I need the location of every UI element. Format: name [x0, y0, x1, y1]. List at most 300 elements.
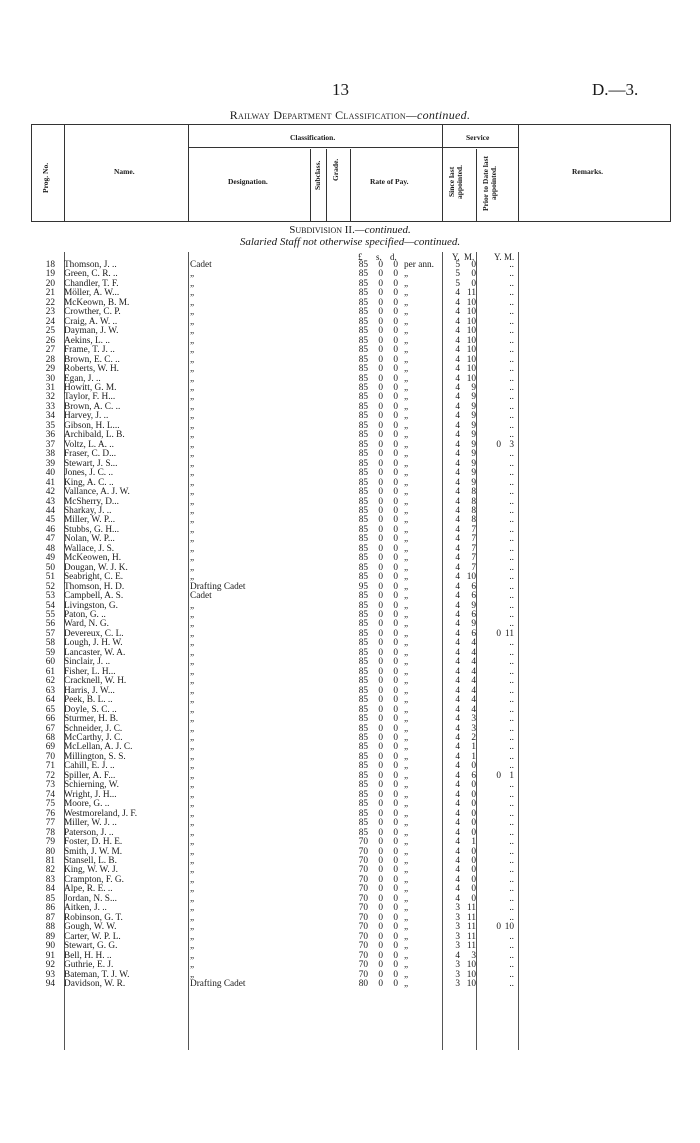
pay-pounds: 85	[358, 260, 368, 270]
pay-shillings: 0	[378, 307, 383, 318]
pay-period: „	[404, 505, 409, 516]
designation: „	[190, 941, 195, 952]
service-years: 4	[455, 316, 460, 327]
prior-months: ..	[509, 477, 514, 488]
row-number: 21	[45, 288, 55, 299]
staff-name: Thomson, J. ..	[64, 260, 117, 270]
pay-period: „	[404, 449, 409, 460]
pay-pounds: 85	[358, 420, 368, 431]
prior-months: ..	[509, 382, 514, 393]
prior-months: ..	[509, 818, 514, 829]
staff-name: Wallace, J. S.	[64, 543, 115, 554]
service-years: 4	[455, 789, 460, 800]
prior-months: ..	[509, 505, 514, 516]
header-prog-no: Prog. No.	[41, 162, 50, 194]
pay-pence: 0	[393, 581, 398, 592]
prior-months: ..	[509, 600, 514, 611]
designation: „	[190, 647, 195, 658]
pay-shillings: 0	[378, 562, 383, 573]
prior-years: 0	[496, 922, 501, 933]
table-row	[0, 980, 700, 989]
service-months: 4	[471, 657, 476, 668]
staff-name: Devereux, C. L.	[64, 628, 124, 639]
prior-months: ..	[509, 893, 514, 904]
service-months: 0	[471, 269, 476, 280]
pay-pence: 0	[393, 477, 398, 488]
unit-month-prior: M.	[504, 252, 515, 262]
prior-months: ..	[509, 496, 514, 507]
pay-pence: 0	[393, 676, 398, 687]
service-years: 4	[455, 742, 460, 753]
pay-pence: 0	[393, 808, 398, 819]
row-number: 60	[45, 657, 55, 668]
row-number: 23	[45, 307, 55, 318]
staff-name: Ward, N. G.	[64, 619, 109, 630]
designation: „	[190, 335, 195, 346]
designation: „	[190, 628, 195, 639]
staff-name: Peek, B. L. ..	[64, 695, 113, 706]
row-number: 77	[45, 818, 55, 829]
designation: „	[190, 572, 195, 583]
row-number: 48	[45, 543, 55, 554]
pay-pounds: 85	[358, 751, 368, 762]
row-number: 41	[45, 477, 55, 488]
designation: „	[190, 562, 195, 573]
prior-months: ..	[509, 581, 514, 592]
pay-pounds: 85	[358, 543, 368, 554]
staff-name: Westmoreland, J. F.	[64, 808, 138, 819]
prior-months: ..	[509, 553, 514, 564]
service-years: 4	[455, 430, 460, 441]
designation: „	[190, 373, 195, 384]
pay-period: „	[404, 761, 409, 772]
pay-period: „	[404, 912, 409, 923]
service-months: 11	[467, 912, 476, 923]
pay-pounds: 70	[358, 846, 368, 857]
row-number: 52	[45, 581, 55, 592]
prior-months: ..	[509, 487, 514, 498]
pay-period: „	[404, 647, 409, 658]
service-years: 4	[455, 761, 460, 772]
prior-years: 0	[496, 439, 501, 450]
row-number: 71	[45, 761, 55, 772]
pay-period: „	[404, 695, 409, 706]
service-years: 4	[455, 411, 460, 422]
service-years: 4	[455, 420, 460, 431]
pay-shillings: 0	[378, 600, 383, 611]
pay-period: „	[404, 685, 409, 696]
prior-months: ..	[509, 855, 514, 866]
pay-pounds: 85	[358, 505, 368, 516]
service-years: 4	[455, 458, 460, 469]
staff-name: Bateman, T. J. W.	[64, 969, 130, 980]
header-rate-of-pay: Rate of Pay.	[370, 177, 409, 186]
designation: „	[190, 449, 195, 460]
prior-months: ..	[509, 515, 514, 526]
pay-pence: 0	[393, 297, 398, 308]
pay-shillings: 0	[378, 439, 383, 450]
staff-name: King, W. W. J.	[64, 865, 118, 876]
service-years: 4	[455, 401, 460, 412]
service-years: 4	[455, 297, 460, 308]
service-years: 4	[455, 600, 460, 611]
service-months: 1	[471, 742, 476, 753]
row-number: 61	[45, 666, 55, 677]
service-months: 7	[471, 534, 476, 545]
staff-name: McSherry, D...	[64, 496, 119, 507]
pay-pence: 0	[393, 751, 398, 762]
pay-period: „	[404, 572, 409, 583]
row-number: 25	[45, 326, 55, 337]
pay-period: „	[404, 837, 409, 848]
table-row	[0, 592, 700, 601]
pay-shillings: 0	[378, 647, 383, 658]
designation: „	[190, 685, 195, 696]
pay-pence: 0	[393, 278, 398, 289]
department-title	[0, 108, 700, 123]
service-years: 4	[455, 543, 460, 554]
service-years: 4	[455, 505, 460, 516]
staff-name: Fisher, L. H...	[64, 666, 116, 677]
pay-period: „	[404, 770, 409, 781]
prior-months: ..	[509, 837, 514, 848]
prior-months: ..	[509, 846, 514, 857]
table-row	[0, 573, 700, 582]
designation: „	[190, 269, 195, 280]
pay-period: „	[404, 884, 409, 895]
service-months: 9	[471, 411, 476, 422]
pay-pence: 0	[393, 647, 398, 658]
pay-pence: 0	[393, 534, 398, 545]
row-number: 87	[45, 912, 55, 923]
staff-name: Crowther, C. P.	[64, 307, 121, 318]
pay-pence: 0	[393, 553, 398, 564]
service-months: 10	[466, 364, 476, 375]
pay-period: „	[404, 591, 409, 602]
designation: „	[190, 714, 195, 725]
row-number: 24	[45, 316, 55, 327]
pay-pence: 0	[393, 562, 398, 573]
pay-pounds: 70	[358, 931, 368, 942]
row-number: 27	[45, 345, 55, 356]
row-number: 64	[45, 695, 55, 706]
pay-pence: 0	[393, 789, 398, 800]
service-years: 4	[455, 657, 460, 668]
prior-months: ..	[509, 733, 514, 743]
designation: „	[190, 676, 195, 687]
row-number: 34	[45, 411, 55, 422]
pay-pounds: 85	[358, 827, 368, 838]
table-row	[0, 800, 700, 809]
pay-pence: 0	[393, 524, 398, 535]
pay-shillings: 0	[378, 941, 383, 952]
designation: „	[190, 307, 195, 318]
pay-shillings: 0	[378, 950, 383, 961]
service-years: 4	[455, 354, 460, 365]
staff-name: Jordan, N. S...	[64, 893, 117, 904]
pay-pence: 0	[393, 846, 398, 857]
pay-shillings: 0	[378, 524, 383, 535]
table-row	[0, 885, 700, 894]
row-number: 79	[45, 837, 55, 848]
staff-name: McKeown, B. M.	[64, 297, 130, 308]
pay-shillings: 0	[378, 733, 383, 743]
pay-pence: 0	[393, 827, 398, 838]
pay-period: „	[404, 827, 409, 838]
pay-pence: 0	[393, 458, 398, 469]
prior-months: 1	[509, 770, 514, 781]
pay-shillings: 0	[378, 676, 383, 687]
pay-period: „	[404, 515, 409, 526]
pay-period: „	[404, 950, 409, 961]
service-years: 4	[455, 515, 460, 526]
table-row	[0, 488, 700, 497]
pay-pounds: 70	[358, 960, 368, 971]
pay-pence: 0	[393, 335, 398, 346]
unit-month-since: M.	[464, 252, 475, 262]
staff-name: Harvey, J. ..	[64, 411, 109, 422]
pay-shillings: 0	[378, 449, 383, 460]
staff-name: Campbell, A. S.	[64, 591, 124, 602]
prior-months: ..	[509, 742, 514, 753]
header-designation: Designation.	[228, 177, 268, 186]
pay-pounds: 70	[358, 855, 368, 866]
service-years: 5	[455, 269, 460, 280]
subdivision-subtitle-text: Salaried Staff not otherwise specified	[239, 236, 405, 248]
service-months: 0	[471, 827, 476, 838]
service-years: 4	[455, 780, 460, 791]
pay-pounds: 85	[358, 657, 368, 668]
designation: „	[190, 865, 195, 876]
designation: „	[190, 931, 195, 942]
pay-pence: 0	[393, 591, 398, 602]
designation: „	[190, 638, 195, 649]
pay-pounds: 85	[358, 685, 368, 696]
prior-months: ..	[509, 392, 514, 403]
pay-period: „	[404, 960, 409, 971]
prior-months: ..	[509, 364, 514, 375]
prior-months: ..	[509, 591, 514, 602]
prior-months: 3	[509, 439, 514, 450]
pay-pounds: 85	[358, 468, 368, 479]
row-number: 32	[45, 392, 55, 403]
designation: „	[190, 278, 195, 289]
pay-pence: 0	[393, 761, 398, 772]
pay-pounds: 85	[358, 704, 368, 715]
pay-pence: 0	[393, 685, 398, 696]
pay-period: „	[404, 477, 409, 488]
service-years: 4	[455, 874, 460, 885]
pay-shillings: 0	[378, 969, 383, 980]
pay-pence: 0	[393, 770, 398, 781]
service-years: 4	[455, 288, 460, 299]
pay-pounds: 70	[358, 922, 368, 933]
service-years: 4	[455, 799, 460, 810]
pay-pounds: 85	[358, 628, 368, 639]
designation: „	[190, 610, 195, 621]
prior-months: ..	[509, 647, 514, 658]
prior-months: ..	[509, 449, 514, 460]
pay-pence: 0	[393, 316, 398, 327]
unit-shilling: s.	[376, 252, 382, 262]
pay-pence: 0	[393, 496, 398, 507]
table-row	[0, 412, 700, 421]
pay-pounds: 85	[358, 477, 368, 488]
pay-shillings: 0	[378, 401, 383, 412]
pay-shillings: 0	[378, 714, 383, 725]
unit-year-prior: Y.	[494, 252, 502, 262]
prior-months: ..	[509, 468, 514, 479]
row-number: 93	[45, 969, 55, 980]
staff-name: Howitt, G. M.	[64, 382, 117, 393]
pay-pounds: 85	[358, 638, 368, 649]
prior-months: ..	[509, 260, 514, 270]
prior-months: ..	[509, 912, 514, 923]
designation: „	[190, 884, 195, 895]
row-number: 72	[45, 770, 55, 781]
page-code: D.—3.	[592, 80, 639, 99]
pay-pounds: 85	[358, 666, 368, 677]
service-months: 3	[471, 723, 476, 734]
pay-period: „	[404, 288, 409, 299]
prior-months: ..	[509, 297, 514, 308]
pay-period: „	[404, 742, 409, 753]
row-number: 92	[45, 960, 55, 971]
prior-months: ..	[509, 420, 514, 431]
pay-pence: 0	[393, 960, 398, 971]
service-years: 4	[455, 345, 460, 356]
staff-name: Davidson, W. R.	[64, 978, 126, 989]
pay-shillings: 0	[378, 392, 383, 403]
pay-pence: 0	[393, 969, 398, 980]
service-years: 4	[455, 818, 460, 829]
service-years: 4	[455, 562, 460, 573]
staff-name: Chandler, T. F.	[64, 278, 119, 289]
pay-shillings: 0	[378, 723, 383, 734]
designation: „	[190, 751, 195, 762]
staff-name: Thomson, H. D.	[64, 581, 125, 592]
pay-period: „	[404, 780, 409, 791]
row-number: 31	[45, 382, 55, 393]
service-months: 8	[471, 487, 476, 498]
service-months: 2	[471, 733, 476, 743]
pay-period: „	[404, 704, 409, 715]
designation: „	[190, 297, 195, 308]
service-years: 4	[455, 685, 460, 696]
service-months: 0	[471, 260, 476, 270]
pay-period: „	[404, 411, 409, 422]
staff-name: Cracknell, W. H.	[64, 676, 127, 687]
staff-name: Möller, A. W...	[64, 288, 120, 299]
staff-name: McCarthy, J. C.	[64, 733, 123, 743]
pay-shillings: 0	[378, 458, 383, 469]
pay-pence: 0	[393, 912, 398, 923]
service-years: 3	[455, 931, 460, 942]
pay-period: „	[404, 562, 409, 573]
service-years: 4	[455, 496, 460, 507]
designation: „	[190, 515, 195, 526]
designation: „	[190, 468, 195, 479]
pay-pounds: 70	[358, 893, 368, 904]
pay-shillings: 0	[378, 884, 383, 895]
service-years: 4	[455, 837, 460, 848]
pay-pounds: 85	[358, 818, 368, 829]
pay-pounds: 85	[358, 524, 368, 535]
table-header	[31, 124, 671, 222]
pay-period: „	[404, 818, 409, 829]
staff-name: Sharkay, J. ..	[64, 505, 112, 516]
prior-months: 10	[504, 922, 514, 933]
designation: „	[190, 789, 195, 800]
pay-shillings: 0	[378, 543, 383, 554]
table-row	[0, 904, 700, 913]
staff-name: Sinclair, J. ..	[64, 657, 111, 668]
designation: „	[190, 420, 195, 431]
service-years: 3	[455, 922, 460, 933]
pay-pence: 0	[393, 695, 398, 706]
staff-name: Aekins, L. ..	[64, 335, 110, 346]
service-months: 9	[471, 468, 476, 479]
pay-pounds: 85	[358, 714, 368, 725]
service-years: 4	[455, 364, 460, 375]
pay-period: „	[404, 751, 409, 762]
pay-period: „	[404, 382, 409, 393]
table-row	[0, 365, 700, 374]
pay-period: „	[404, 335, 409, 346]
prior-months: ..	[509, 676, 514, 687]
service-years: 4	[455, 865, 460, 876]
prior-months: ..	[509, 610, 514, 621]
pay-pounds: 85	[358, 600, 368, 611]
staff-name: Egan, J. ..	[64, 373, 101, 384]
service-years: 4	[455, 704, 460, 715]
row-number: 20	[45, 278, 55, 289]
pay-shillings: 0	[378, 505, 383, 516]
prior-months: ..	[509, 704, 514, 715]
staff-name: Dougan, W. J. K.	[64, 562, 128, 573]
prior-months: ..	[509, 401, 514, 412]
service-months: 4	[471, 647, 476, 658]
service-months: 9	[471, 392, 476, 403]
staff-name: Fraser, C. D...	[64, 449, 117, 460]
row-number: 19	[45, 269, 55, 280]
pay-pounds: 85	[358, 364, 368, 375]
row-number: 70	[45, 751, 55, 762]
pay-pounds: 85	[358, 297, 368, 308]
prior-months: ..	[509, 354, 514, 365]
designation: „	[190, 487, 195, 498]
pay-pence: 0	[393, 345, 398, 356]
service-months: 9	[471, 430, 476, 441]
pay-shillings: 0	[378, 761, 383, 772]
row-number: 76	[45, 808, 55, 819]
table-row	[0, 961, 700, 970]
service-months: 10	[466, 335, 476, 346]
pay-pence: 0	[393, 439, 398, 450]
service-months: 4	[471, 695, 476, 706]
pay-pence: 0	[393, 430, 398, 441]
designation: „	[190, 695, 195, 706]
pay-pence: 0	[393, 818, 398, 829]
header-prior-to-date: Prior to Date last appointed.	[481, 155, 498, 211]
staff-name: Vallance, A. J. W.	[64, 487, 130, 498]
subdivision-cont: —continued.	[354, 224, 411, 236]
pay-period: „	[404, 458, 409, 469]
pay-shillings: 0	[378, 827, 383, 838]
service-months: 0	[471, 789, 476, 800]
pay-period: „	[404, 723, 409, 734]
service-months: 0	[471, 865, 476, 876]
